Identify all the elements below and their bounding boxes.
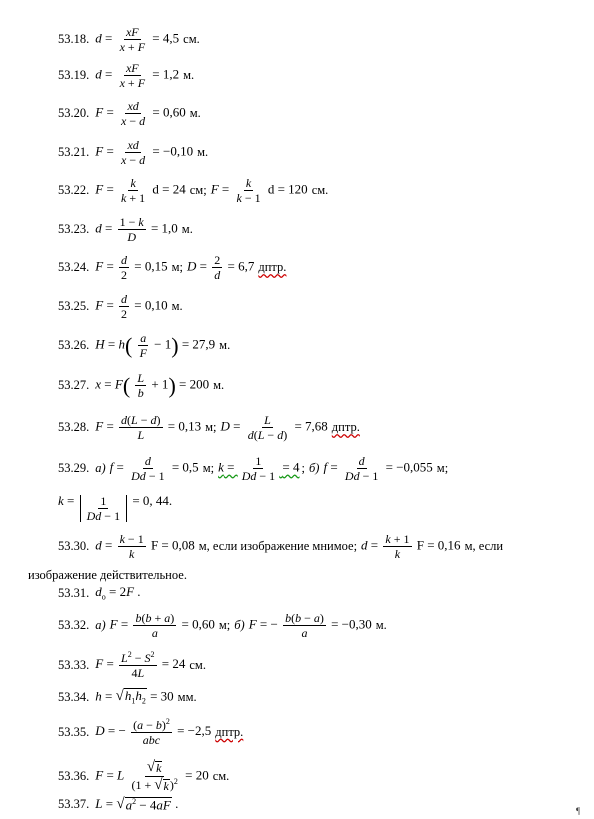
condition-text: м, если — [464, 539, 504, 554]
formula: F = − $\frac{b(b - a)}{a}$ = −0,30 — [248, 611, 372, 640]
formula: F = $\frac{xd}{x - d}$ = −0,10 — [95, 138, 194, 167]
problem-number: 53.23. — [58, 222, 90, 237]
answer-53-19 — [58, 62, 194, 89]
answer-53-30 — [58, 533, 503, 560]
unit: дптр. — [258, 260, 287, 275]
problem-number: 53.36. — [58, 769, 90, 784]
formula: x = F( $\frac{L}{b}$ + 1) = 200 — [95, 371, 210, 400]
problem-number: 53.24. — [58, 260, 90, 275]
formula: F = $\frac{b(b + a)}{a}$ = 0,60 — [109, 611, 215, 640]
paragraph-mark-icon: ¶ — [576, 806, 581, 816]
unit: м. — [375, 618, 387, 633]
formula: d = $\frac{k + 1}{k}$ F = 0,16 — [361, 532, 461, 561]
answer-53-22 — [58, 177, 328, 204]
answer-53-21 — [58, 139, 208, 166]
answer-53-28 — [58, 414, 360, 441]
formula: D = $\frac{2}{d}$ = 6,7 — [187, 253, 255, 282]
formula: F = $\frac{d}{2}$ = 0,10 — [95, 292, 168, 321]
formula: h = √ $h_1h_2$ = 30 — [95, 688, 174, 706]
formula: d = $\frac{xF}{x + F}$ = 4,5 — [95, 25, 180, 54]
problem-number: 53.29. — [58, 461, 90, 476]
formula: $d_о = 2F$ . — [95, 584, 141, 602]
unit: м. — [181, 222, 193, 237]
problem-number: 53.35. — [58, 724, 90, 739]
problem-number: 53.21. — [58, 145, 90, 160]
answer-53-31 — [58, 585, 141, 602]
problem-number: 53.31. — [58, 586, 90, 601]
formula: F = $\frac{d(L - d)}{L}$ = 0,13 — [95, 413, 202, 442]
formula: f = $\frac{d}{Dd - 1}$ = −0,055 — [323, 454, 433, 483]
unit: м. — [213, 378, 225, 393]
part-label: а) — [95, 618, 106, 633]
answer-53-29: 53.29. а) f = $\frac{d}{Dd - 1}$ = 0,5 м; k = $\frac{1}{Dd - 1}$ = 4 ; б) f = $\frac{d}{Dd - 1}$ = −0,055 м; — [58, 454, 449, 483]
formula: F = L √ k (1 + √ k )$^2$ = 20 — [95, 759, 209, 793]
unit: м; — [205, 420, 217, 435]
unit: м. — [189, 106, 201, 121]
formula: k = 1 Dd − 1 = 0, 44. — [58, 493, 173, 523]
unit: см. — [212, 769, 230, 784]
unit: м. — [197, 145, 209, 160]
part-label: б) — [308, 461, 320, 476]
answer-53-20 — [58, 100, 201, 127]
unit: см; — [189, 183, 207, 198]
answer-53-27 — [58, 372, 224, 399]
problem-number: 53.33. — [58, 657, 90, 672]
formula: k = $\frac{1}{Dd - 1}$ = 4 — [218, 454, 300, 483]
formula: F = $\frac{L^2 - S^2}{4L}$ = 24 — [95, 650, 186, 680]
unit: см. — [189, 657, 206, 672]
problem-number: 53.37. — [58, 797, 90, 812]
unit: м. — [171, 299, 183, 314]
unit: м. — [183, 68, 195, 83]
unit: дптр. — [331, 420, 360, 435]
problem-number: 53.32. — [58, 618, 90, 633]
formula: d = $\frac{xF}{x + F}$ = 1,2 — [95, 61, 180, 90]
answer-53-26 — [58, 332, 230, 359]
problem-number: 53.18. — [58, 32, 90, 47]
answer-53-35 — [58, 718, 243, 746]
unit: см. — [183, 32, 200, 47]
unit: м; — [436, 461, 449, 476]
answer-53-33 — [58, 651, 206, 679]
unit: дптр. — [215, 724, 244, 739]
unit: м; — [202, 461, 215, 476]
condition-text: изображение действительное. — [28, 568, 187, 582]
problem-number: 53.19. — [58, 68, 90, 83]
answer-53-30-cont — [28, 569, 187, 582]
answer-53-34 — [58, 688, 197, 706]
problem-number: 53.34. — [58, 689, 90, 704]
formula: F = $\frac{k}{k + 1}$ d = 24 — [95, 176, 186, 205]
problem-number: 53.25. — [58, 299, 90, 314]
answer-53-29-cont — [58, 494, 172, 522]
problem-number: 53.20. — [58, 106, 90, 121]
unit: мм. — [177, 689, 197, 704]
formula: d = $\frac{k - 1}{k}$ F = 0,08 — [95, 532, 195, 561]
formula: D = $\frac{L}{d(L - d)}$ = 7,68 — [220, 413, 328, 442]
problem-number: 53.26. — [58, 338, 90, 353]
problem-number: 53.27. — [58, 378, 90, 393]
unit: м; — [218, 618, 231, 633]
problem-number: 53.30. — [58, 539, 90, 554]
formula: f = $\frac{d}{Dd - 1}$ = 0,5 — [109, 454, 199, 483]
part-label: а) — [95, 461, 106, 476]
formula: F = $\frac{xd}{x - d}$ = 0,60 — [95, 99, 186, 128]
formula: H = h( $\frac{a}{F}$ − 1) = 27,9 — [95, 331, 216, 360]
unit: м. — [219, 338, 231, 353]
problem-number: 53.28. — [58, 420, 90, 435]
part-label: б) — [234, 618, 245, 633]
answer-53-24 — [58, 254, 286, 281]
condition-text: м, если изображение мнимое; — [198, 539, 358, 554]
formula: F = $\frac{k}{k - 1}$ d = 120 — [210, 176, 308, 205]
problem-number: 53.22. — [58, 183, 90, 198]
answer-53-37 — [58, 797, 178, 812]
formula: d = $\frac{1 - k}{D}$ = 1,0 — [95, 215, 178, 244]
unit: см. — [311, 183, 329, 198]
answer-53-32 — [58, 612, 387, 639]
unit: м; — [171, 260, 184, 275]
answer-53-36 — [58, 760, 229, 793]
formula: L = √ $a^2 - 4aF$ . — [95, 796, 179, 813]
answer-53-18 — [58, 26, 200, 53]
answer-53-23 — [58, 216, 193, 243]
formula: D = − $(a - b)^2$ abc = −2,5 — [95, 717, 212, 747]
answer-53-25 — [58, 293, 183, 320]
formula: F = $\frac{d}{2}$ = 0,15 — [95, 253, 168, 282]
